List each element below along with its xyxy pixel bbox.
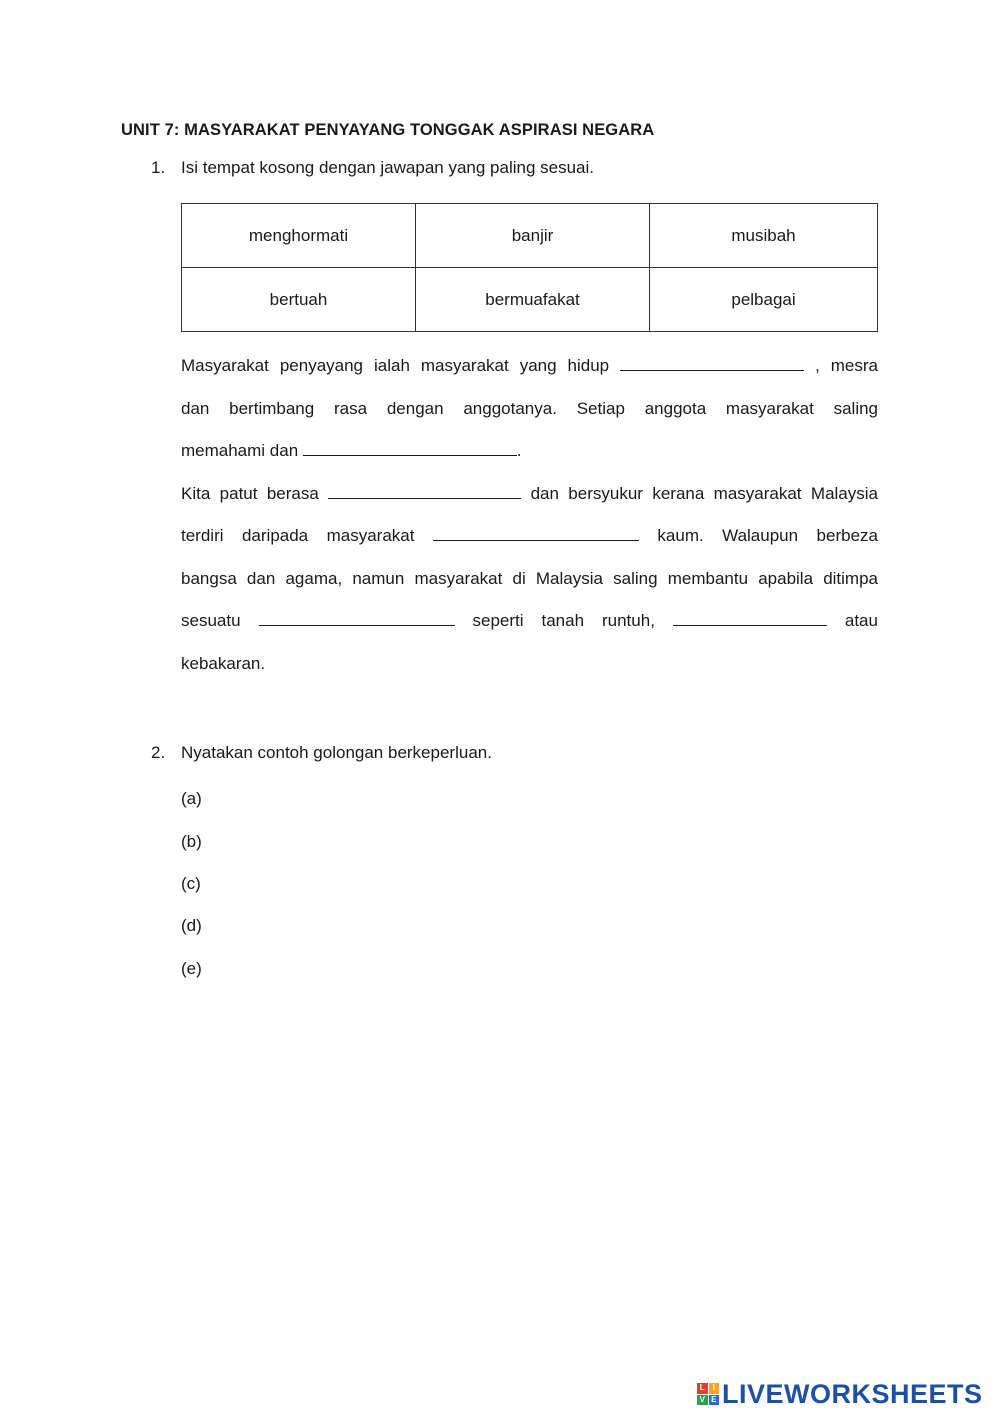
answer-item-b[interactable]: (b) — [181, 832, 202, 851]
paragraph-line: kebakaran. — [181, 653, 266, 673]
paragraph-text: kaum. Walaupun berbeza — [657, 526, 878, 545]
fill-blank-paragraph — [181, 345, 878, 685]
logo-grid-icon — [697, 1383, 719, 1405]
word-bank-cell: musibah — [650, 204, 878, 268]
logo-letter: E — [709, 1395, 720, 1406]
answer-blank-3[interactable] — [328, 482, 521, 499]
paragraph-line — [181, 345, 878, 388]
paragraph-text: Masyarakat penyayang ialah masyarakat yang hidup — [181, 356, 610, 375]
word-bank-row — [182, 204, 878, 268]
paragraph-line: dan bertimbang rasa dengan anggotanya. Setiap anggota masyarakat saling — [181, 398, 878, 418]
paragraph-text: Kita patut berasa — [181, 483, 319, 503]
question-1-instruction: Isi tempat kosong dengan jawapan yang paling sesuai. — [181, 158, 595, 177]
answer-blank-2[interactable] — [303, 439, 517, 456]
question-2-number: 2. — [151, 743, 166, 762]
answer-blank-1[interactable] — [620, 354, 804, 371]
logo-letter: I — [709, 1383, 720, 1394]
paragraph-text: atau — [844, 611, 878, 630]
answer-item-d[interactable]: (d) — [181, 916, 202, 935]
paragraph-line — [181, 430, 878, 473]
paragraph-text: dan bersyukur kerana masyarakat Malaysia — [530, 483, 878, 503]
answer-item-a[interactable]: (a) — [181, 789, 202, 808]
paragraph-line: bangsa dan agama, namun masyarakat di Malaysia saling membantu apabila ditimpa — [181, 568, 878, 588]
answer-item-c[interactable]: (c) — [181, 874, 201, 893]
answer-blank-5[interactable] — [259, 609, 455, 626]
answer-blank-6[interactable] — [673, 609, 827, 626]
word-bank-row — [182, 268, 878, 332]
paragraph-text: memahami dan — [181, 441, 299, 460]
paragraph-text: terdiri daripada masyarakat — [181, 526, 415, 545]
paragraph-line — [181, 600, 878, 643]
logo-brand-text: LIVEWORKSHEETS — [722, 1378, 983, 1409]
paragraph-line — [181, 473, 878, 516]
word-bank-cell: banjir — [416, 204, 650, 268]
paragraph-text: . — [516, 441, 522, 460]
answer-item-e[interactable]: (e) — [181, 959, 202, 978]
paragraph-text: seperti tanah runtuh, — [472, 611, 655, 630]
word-bank-table — [181, 203, 878, 332]
word-bank-cell: bertuah — [182, 268, 416, 332]
logo-letter: V — [697, 1395, 708, 1406]
word-bank-cell: bermuafakat — [416, 268, 650, 332]
question-2-instruction: Nyatakan contoh golongan berkeperluan. — [181, 743, 492, 762]
word-bank-cell: menghormati — [182, 204, 416, 268]
liveworksheets-logo — [697, 1378, 983, 1410]
paragraph-line — [181, 515, 878, 558]
paragraph-text: sesuatu — [181, 611, 241, 630]
question-1-number: 1. — [151, 158, 166, 177]
worksheet-title: UNIT 7: MASYARAKAT PENYAYANG TONGGAK ASPIRASI NEGARA — [121, 121, 655, 139]
paragraph-text: , mesra — [815, 356, 878, 375]
word-bank-cell: pelbagai — [650, 268, 878, 332]
answer-blank-4[interactable] — [433, 524, 639, 541]
logo-letter: L — [697, 1383, 708, 1394]
